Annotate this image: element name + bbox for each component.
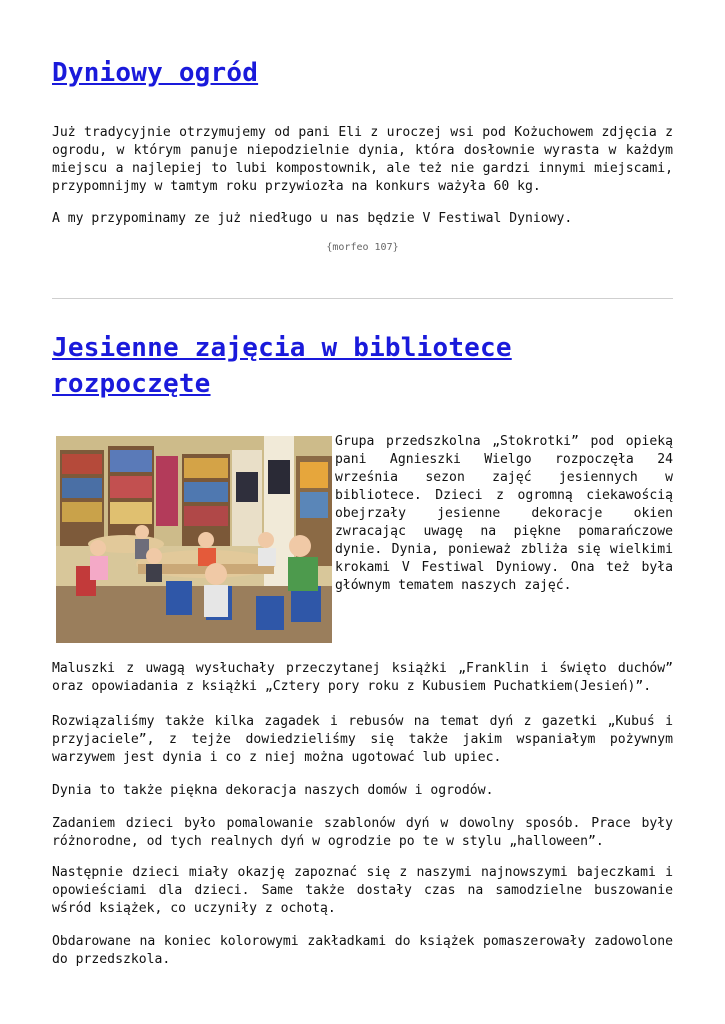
post-title-link[interactable]: Dyniowy ogród <box>52 58 259 88</box>
library-children-photo <box>56 436 332 643</box>
post-title-link[interactable]: Jesienne zajęcia w bibliotece rozpoczęte <box>52 333 512 399</box>
shortcode-text: {morfeo 107} <box>326 242 399 253</box>
post-paragraph: Zadaniem dzieci było pomalowanie szablonów dyń w dowolny sposób. Prace były różnorodne, od tych realnych dyń w ogrodzie po te w stylu „halloween”. <box>52 816 673 849</box>
post-intro-paragraph: Grupa przedszkolna „Stokrotki” pod opieką pani Agnieszki Wielgo rozpoczęła 24 września sezon zajęć jesiennych w bibliotece. Dzieci z ogromną ciekawością obejrzały jesienne dekoracje okien zwracając uwagę na piękne pomarańczowe dynie. Dynia, ponieważ zbliża się wielkimi krokami V Festiwal Dyniowy. Ona też była głównym tematem naszych zajęć. <box>335 434 673 593</box>
post-paragraph: Następnie dzieci miały okazję zapoznać się z naszymi najnowszymi bajeczkami i opowieściami dla dzieci. Same także dostały czas na samodzielne buszowanie wśród książek, co uczyniły z ochotą. <box>52 865 673 916</box>
post-paragraph: Dynia to także piękna dekoracja naszych domów i ogrodów. <box>52 783 494 798</box>
post-paragraph: Obdarowane na koniec kolorowymi zakładkami do książek pomaszerowały zadowolone do przedszkola. <box>52 934 673 967</box>
post-paragraph: A my przypominamy ze już niedługo u nas będzie V Festiwal Dyniowy. <box>52 211 573 226</box>
post-paragraph: Maluszki z uwagą wysłuchały przeczytanej książki „Franklin i święto duchów” oraz opowiadania z książki „Cztery pory roku z Kubusiem Puchatkiem(Jesień)”. <box>52 661 673 694</box>
post-paragraph: Już tradycyjnie otrzymujemy od pani Eli z uroczej wsi pod Kożuchowem zdjęcia z ogrodu, w którym panuje niepodzielnie dynia, która dosłownie wyrasta w każdym miejscu a najlepiej to lubi kompostownik, ale też nie gardzi innymi miejscami, przypomnijmy w tamtym roku przywiozła na konkurs ważyła 60 kg. <box>52 125 673 194</box>
post-paragraph: Rozwiązaliśmy także kilka zagadek i rebusów na temat dyń z gazetki „Kubuś i przyjaciele”, z tejże dowiedzieliśmy się także jakim wspaniałym pożywnym warzywem jest dynia i co z niej można ugotować lub upiec. <box>52 714 673 765</box>
post-divider <box>52 298 673 299</box>
